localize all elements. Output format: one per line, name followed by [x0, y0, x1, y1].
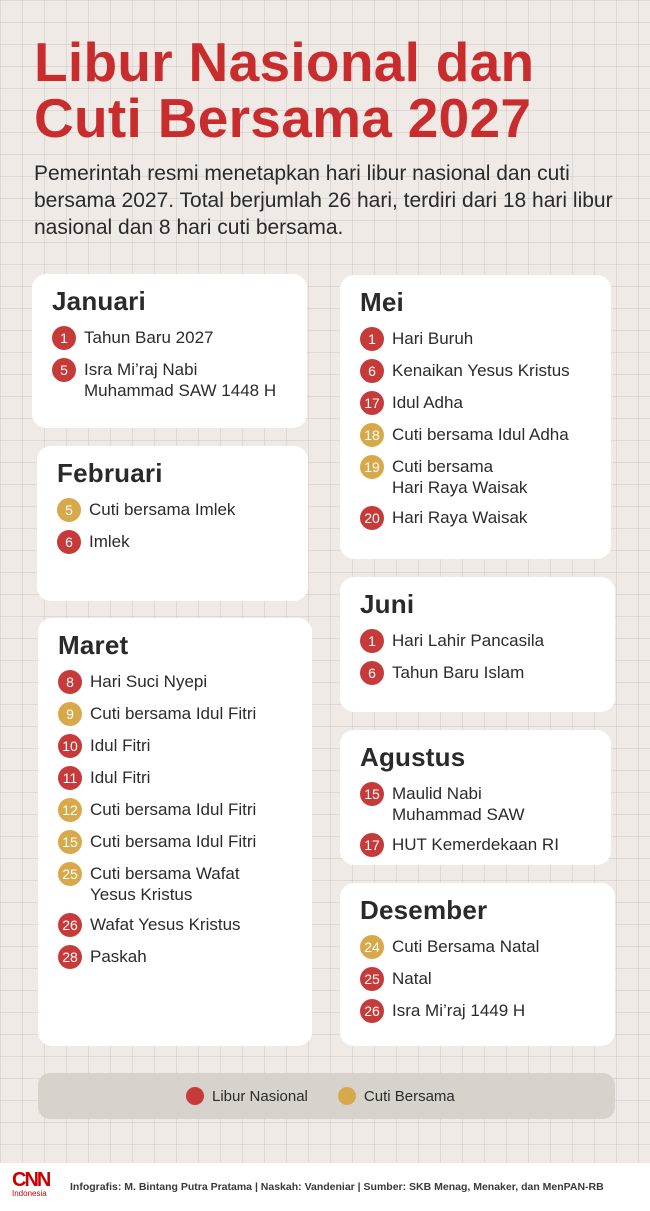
month-title: Maret	[58, 630, 129, 660]
red-dot-icon	[186, 1087, 204, 1105]
day-badge: 12	[58, 798, 82, 822]
holiday-label: Tahun Baru Islam	[392, 663, 525, 682]
legend-item-libur	[186, 1087, 308, 1105]
month-title: Juni	[360, 589, 415, 619]
intro-text: Pemerintah resmi menetapkan hari libur nasional dan cuti bersama 2027. Total berjumlah 26 hari, terdiri dari 18 hari libur nasional dan 8 hari cuti bersama.	[34, 162, 613, 239]
holiday-item	[52, 326, 287, 350]
day-badge: 1	[360, 327, 384, 351]
holiday-item	[360, 506, 591, 530]
card-agustus	[340, 730, 611, 865]
holiday-label: Imlek	[89, 532, 130, 551]
holiday-list	[360, 782, 591, 857]
holiday-item	[360, 833, 591, 857]
holiday-label: Paskah	[90, 947, 147, 966]
holiday-label: Cuti bersama Idul Adha	[392, 425, 569, 444]
credits-text: Infografis: M. Bintang Putra Pratama | Naskah: Vandeniar | Sumber: SKB Menag, Menaker, dan MenPAN-RB	[70, 1181, 604, 1193]
holiday-label: Cuti bersama Idul Fitri	[90, 832, 257, 851]
holiday-item	[58, 913, 292, 937]
holiday-label: Isra Mi’raj 1449 H	[392, 1001, 526, 1020]
gold-dot-icon	[338, 1087, 356, 1105]
card-desember	[340, 883, 615, 1046]
logo-sub: Indonesia	[12, 1189, 47, 1198]
holiday-item	[360, 999, 595, 1023]
holiday-label: Cuti bersama Idul Fitri	[90, 704, 257, 723]
holiday-item	[360, 967, 595, 991]
holiday-list	[57, 498, 288, 554]
card-mei	[340, 275, 611, 559]
day-badge: 6	[57, 530, 81, 554]
holiday-item	[360, 327, 591, 351]
holiday-item	[58, 830, 292, 854]
day-badge: 28	[58, 945, 82, 969]
holiday-label: Cuti bersama Wafat Yesus Kristus	[90, 864, 240, 904]
month-title: Februari	[57, 458, 163, 488]
holiday-item	[58, 702, 292, 726]
month-title: Januari	[52, 286, 146, 316]
holiday-item	[58, 862, 292, 905]
day-badge: 5	[57, 498, 81, 522]
day-badge: 15	[360, 782, 384, 806]
holiday-item	[58, 734, 292, 758]
holiday-label: Cuti bersama Imlek	[89, 500, 236, 519]
day-badge: 6	[360, 359, 384, 383]
legend-label-cuti: Cuti Bersama	[363, 1087, 455, 1105]
holiday-label: Hari Lahir Pancasila	[392, 631, 545, 650]
day-badge: 17	[360, 833, 384, 857]
day-badge: 15	[58, 830, 82, 854]
legend-label-libur: Libur Nasional	[212, 1087, 308, 1105]
day-badge: 11	[58, 766, 82, 790]
holiday-item	[52, 358, 287, 401]
cnn-logo	[12, 1171, 52, 1203]
holiday-label: Idul Fitri	[90, 736, 151, 755]
day-badge: 1	[52, 326, 76, 350]
day-badge: 8	[58, 670, 82, 694]
day-badge: 25	[58, 862, 82, 886]
day-badge: 9	[58, 702, 82, 726]
day-badge: 6	[360, 661, 384, 685]
day-badge: 26	[58, 913, 82, 937]
holiday-label: Cuti Bersama Natal	[392, 937, 540, 956]
holiday-item	[58, 766, 292, 790]
logo-mark: CNN	[12, 1169, 50, 1191]
holiday-label: HUT Kemerdekaan RI	[392, 835, 559, 854]
holiday-item	[57, 530, 288, 554]
card-juni	[340, 577, 615, 712]
holiday-label: Idul Fitri	[90, 768, 151, 787]
card-januari	[32, 274, 307, 428]
title-line-2: Cuti Bersama 2027	[34, 87, 532, 149]
day-badge: 25	[360, 967, 384, 991]
holiday-list	[360, 629, 595, 685]
holiday-item	[58, 670, 292, 694]
holiday-item	[360, 782, 591, 825]
holiday-item	[360, 935, 595, 959]
holiday-item	[57, 498, 288, 522]
title-line-1: Libur Nasional dan	[34, 31, 535, 93]
day-badge: 20	[360, 506, 384, 530]
holiday-label: Kenaikan Yesus Kristus	[392, 361, 570, 380]
holiday-label: Hari Suci Nyepi	[90, 672, 208, 691]
holiday-label: Maulid Nabi Muhammad SAW	[392, 784, 525, 824]
holiday-label: Wafat Yesus Kristus	[90, 915, 241, 934]
holiday-list	[52, 326, 287, 401]
month-title: Desember	[360, 895, 488, 925]
footer	[0, 1163, 650, 1211]
month-title: Mei	[360, 287, 404, 317]
holiday-label: Cuti bersama Idul Fitri	[90, 800, 257, 819]
holiday-label: Tahun Baru 2027	[84, 328, 214, 347]
legend-item-cuti	[338, 1087, 455, 1105]
holiday-item	[360, 629, 595, 653]
page-title	[34, 31, 634, 149]
day-badge: 1	[360, 629, 384, 653]
holiday-list	[360, 935, 595, 1023]
holiday-list	[360, 327, 591, 530]
day-badge: 18	[360, 423, 384, 447]
day-badge: 24	[360, 935, 384, 959]
holiday-item	[360, 455, 591, 498]
holiday-item	[360, 391, 591, 415]
holiday-item	[360, 661, 595, 685]
holiday-item	[58, 798, 292, 822]
holiday-label: Natal	[392, 969, 432, 988]
month-title: Agustus	[360, 742, 466, 772]
day-badge: 5	[52, 358, 76, 382]
holiday-list	[58, 670, 292, 969]
day-badge: 19	[360, 455, 384, 479]
legend	[38, 1073, 615, 1119]
holiday-item	[360, 359, 591, 383]
holiday-label: Hari Raya Waisak	[392, 508, 528, 527]
card-februari	[37, 446, 308, 601]
holiday-label: Hari Buruh	[392, 329, 474, 348]
holiday-label: Cuti bersama Hari Raya Waisak	[392, 457, 528, 497]
day-badge: 17	[360, 391, 384, 415]
day-badge: 26	[360, 999, 384, 1023]
holiday-label: Isra Mi’raj Nabi Muhammad SAW 1448 H	[84, 360, 277, 400]
holiday-item	[360, 423, 591, 447]
day-badge: 10	[58, 734, 82, 758]
holiday-item	[58, 945, 292, 969]
holiday-label: Idul Adha	[392, 393, 463, 412]
card-maret	[38, 618, 312, 1046]
